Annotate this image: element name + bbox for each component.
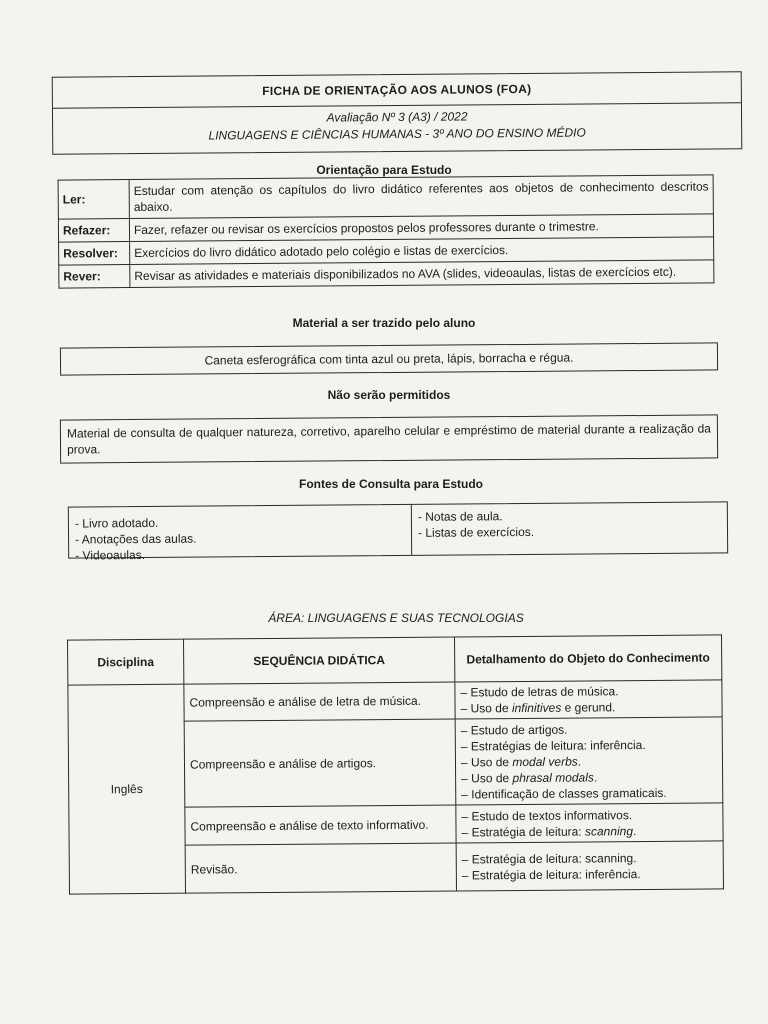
orientation-text: Revisar as atividades e materiais disponibilizados no AVA (slides, videoaulas, listas de exercícios etc). — [130, 260, 714, 288]
detail-cell — [456, 841, 723, 891]
source-item: - Anotações das aulas. — [75, 531, 197, 547]
source-item: - Notas de aula. — [417, 509, 503, 524]
material-title: Material a ser trazido pelo aluno — [292, 316, 476, 330]
detail-segment: modal verbs — [512, 754, 578, 769]
detail-line — [461, 822, 717, 840]
sources-left-column — [69, 505, 412, 563]
sequence-cell: Compreensão e análise de letra de música. — [184, 682, 455, 721]
source-item: - Listas de exercícios. — [417, 524, 535, 540]
source-item: - Livro adotado. — [74, 515, 159, 531]
forbidden-title: Não serão permitidos — [327, 388, 451, 402]
detail-segment: – Identificação de classes gramaticais. — [461, 785, 667, 801]
source-item: - Videoaulas. — [75, 547, 146, 563]
sequence-cell: Compreensão e análise de texto informativo. — [185, 805, 456, 845]
detail-cell — [455, 717, 723, 805]
detail-segment: – Estudo de letras de música. — [460, 684, 619, 700]
detail-segment: . — [632, 823, 637, 838]
detail-line — [462, 849, 718, 867]
detail-segment: – Estudo de textos informativos. — [461, 807, 633, 823]
orientation-title: Orientação para Estudo — [316, 163, 452, 177]
detail-segment: . — [577, 754, 582, 769]
orientation-label: Refazer: — [58, 219, 129, 243]
document-subtitle: LINGUAGENS E CIÊNCIAS HUMANAS - 3º ANO DO ENSINO MÉDIO — [208, 125, 586, 143]
detail-segment: – Uso de — [460, 754, 513, 769]
detail-cell — [456, 803, 723, 843]
detail-segment: infinitives — [511, 700, 562, 716]
detail-segment: – Estratégia de leitura: — [461, 824, 585, 839]
area-table — [67, 634, 724, 894]
area-title: ÁREA: LINGUAGENS E SUAS TECNOLOGIAS — [268, 611, 524, 625]
orientation-text: Fazer, refazer ou revisar os exercícios propostos pelos professores durante o trimestre. — [129, 214, 713, 242]
orientation-row — [58, 175, 713, 219]
sequence-cell: Compreensão e análise de artigos. — [184, 719, 456, 807]
sources-title: Fontes de Consulta para Estudo — [298, 477, 484, 491]
orientation-row — [59, 260, 714, 288]
detail-segment: e gerund. — [561, 700, 616, 715]
orientation-label: Resolver: — [59, 242, 130, 266]
discipline-cell: Inglês — [68, 684, 186, 894]
sequence-cell: Revisão. — [185, 843, 456, 893]
detail-segment: – Estratégia de leitura: inferência. — [461, 866, 641, 882]
header-box — [52, 71, 743, 154]
detail-segment: – Estudo de artigos. — [460, 722, 568, 737]
material-box: Caneta esferográfica com tinta azul ou preta, lápis, borracha e régua. — [60, 342, 718, 375]
detail-segment: – Estratégias de leitura: inferência. — [460, 737, 646, 753]
sources-box — [68, 501, 728, 563]
detail-cell — [455, 680, 722, 719]
header-discipline: Disciplina — [68, 639, 184, 685]
detail-segment: . — [593, 769, 598, 784]
header-sequence: SEQUÊNCIA DIDÁTICA — [184, 637, 455, 684]
detail-segment: scanning — [584, 823, 634, 839]
orientation-text: Estudar com atenção os capítulos do livro didático referentes aos objetos de conhecimento descritos abaixo. — [129, 175, 713, 219]
evaluation-label: Avaliação Nº 3 (A3) / 2022 — [326, 109, 468, 125]
detail-segment: phrasal modals — [512, 769, 594, 785]
orientation-text: Exercícios do livro didático adotado pelo colégio e listas de exercícios. — [130, 237, 714, 265]
orientation-table — [58, 174, 715, 288]
orientation-label: Rever: — [59, 265, 130, 289]
detail-line — [461, 784, 717, 802]
detail-segment: – Uso de — [461, 770, 513, 785]
orientation-label: Ler: — [58, 180, 129, 220]
detail-line — [462, 865, 718, 883]
detail-segment: – Estratégia de leitura: scanning. — [461, 850, 637, 866]
header-detail: Detalhamento do Objeto do Conhecimento — [455, 635, 722, 682]
detail-line — [460, 698, 716, 716]
detail-segment: – Uso de — [460, 701, 512, 716]
forbidden-box: Material de consulta de qualquer natureza, corretivo, aparelho celular e empréstimo de material durante a realização da prova. — [60, 414, 718, 463]
sources-right-column — [412, 504, 540, 555]
document-title: FICHA DE ORIENTAÇÃO AOS ALUNOS (FOA) — [53, 72, 741, 108]
area-row — [68, 680, 722, 722]
